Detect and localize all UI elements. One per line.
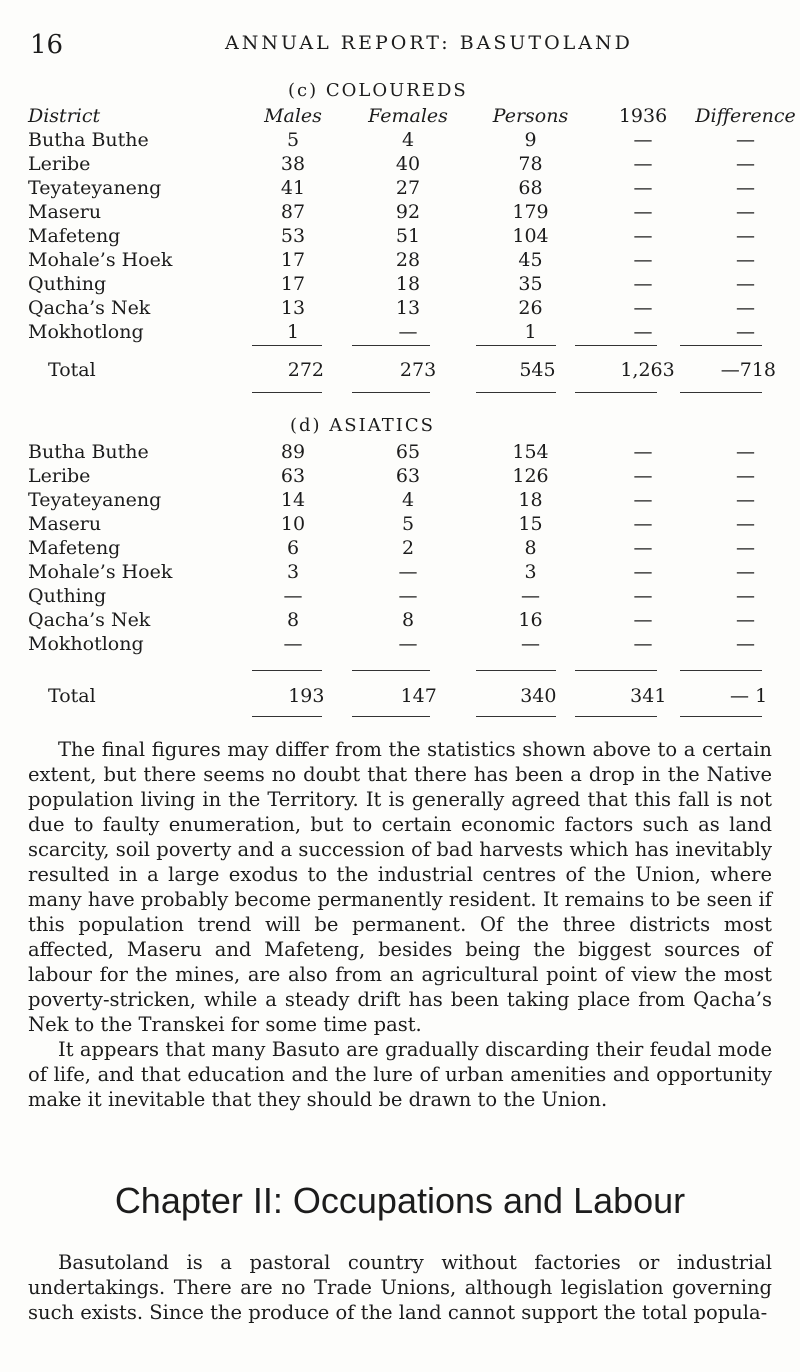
chapter-title: Chapter II: Occupations and Labour	[114, 1180, 686, 1221]
cell-y1936: —	[633, 441, 653, 463]
table-row	[28, 440, 798, 464]
total-rules-c	[0, 392, 800, 394]
cell-difference: —	[736, 537, 755, 559]
cell-persons: 9	[524, 129, 537, 151]
table-row	[28, 128, 798, 152]
cell-district: Butha Buthe	[28, 441, 149, 463]
cell-y1936: —	[633, 129, 653, 151]
cell-difference: —	[736, 249, 755, 271]
cell-y1936: —	[633, 297, 653, 319]
header-1936: 1936	[618, 105, 668, 127]
total-label: Total	[48, 685, 96, 707]
cell-difference: —	[736, 129, 755, 151]
table-row	[28, 536, 798, 560]
cell-persons: 68	[518, 177, 543, 199]
total-persons: 545	[519, 359, 556, 381]
cell-district: Leribe	[28, 153, 91, 175]
cell-females: 27	[395, 177, 421, 199]
subtotal-rules-d	[0, 670, 800, 672]
cell-y1936: —	[633, 249, 653, 271]
table-header-row	[28, 104, 798, 128]
cell-persons: 104	[512, 225, 549, 247]
cell-persons: 45	[518, 249, 543, 271]
header-district: District	[28, 105, 101, 127]
cell-persons: 78	[518, 153, 543, 175]
cell-males: 87	[280, 201, 306, 223]
total-row	[28, 358, 800, 382]
cell-females: 2	[401, 537, 415, 559]
cell-district: Mokhotlong	[28, 321, 144, 343]
cell-males: 38	[280, 153, 306, 175]
cell-persons: 126	[512, 465, 549, 487]
cell-difference: —	[736, 585, 755, 607]
total-males: 193	[288, 685, 325, 707]
cell-difference: —	[736, 489, 755, 511]
cell-males: —	[283, 633, 303, 655]
cell-persons: 16	[518, 609, 543, 631]
table-row	[28, 632, 798, 656]
cell-males: 41	[280, 177, 306, 199]
cell-difference: —	[736, 609, 755, 631]
cell-persons: —	[521, 585, 540, 607]
cell-district: Maseru	[28, 513, 102, 535]
cell-y1936: —	[633, 465, 653, 487]
cell-y1936: —	[633, 609, 653, 631]
table-row	[28, 200, 798, 224]
total-females: 147	[400, 685, 437, 707]
subtotal-rules-c	[0, 345, 800, 347]
cell-males: 14	[280, 489, 306, 511]
cell-females: —	[398, 585, 418, 607]
cell-y1936: —	[633, 201, 653, 223]
cell-persons: 18	[518, 489, 543, 511]
body-text	[28, 737, 772, 1112]
total-difference: — 1	[730, 685, 768, 707]
cell-y1936: —	[633, 585, 653, 607]
cell-persons: 179	[512, 201, 549, 223]
total-rules-d	[0, 716, 800, 718]
table-row	[28, 296, 798, 320]
cell-difference: —	[736, 561, 755, 583]
paragraph: It appears that many Basuto are gradually discarding their feudal mode of life, and that education and the lure of urban amenities and opportunity make it inevitable that they should be drawn to the Union.	[28, 1038, 772, 1111]
cell-males: 3	[286, 561, 300, 583]
cell-district: Mokhotlong	[28, 633, 144, 655]
cell-district: Maseru	[28, 201, 102, 223]
chapter-body	[28, 1250, 772, 1325]
asiatics-table	[28, 440, 798, 656]
cell-difference: —	[736, 273, 755, 295]
cell-males: 53	[280, 225, 306, 247]
cell-y1936: —	[633, 177, 653, 199]
table-row	[28, 608, 798, 632]
header-females: Females	[368, 105, 448, 127]
total-females: 273	[399, 359, 437, 381]
cell-district: Qacha’s Nek	[28, 297, 151, 319]
cell-males: 13	[280, 297, 306, 319]
cell-district: Qacha’s Nek	[28, 609, 151, 631]
cell-persons: —	[521, 633, 540, 655]
cell-males: 5	[286, 129, 300, 151]
cell-difference: —	[736, 201, 755, 223]
cell-females: 51	[395, 225, 421, 247]
cell-y1936: —	[633, 633, 653, 655]
cell-males: 63	[280, 465, 306, 487]
header-persons: Persons	[492, 105, 569, 127]
cell-females: 4	[401, 129, 415, 151]
table-row	[28, 512, 798, 536]
running-head: ANNUAL REPORT: BASUTOLAND	[225, 32, 633, 54]
cell-males: —	[283, 585, 303, 607]
cell-difference: —	[736, 321, 755, 343]
cell-difference: —	[736, 153, 755, 175]
total-difference: —718	[720, 359, 776, 381]
cell-males: 17	[280, 249, 306, 271]
cell-district: Quthing	[28, 585, 107, 607]
cell-females: 4	[401, 489, 415, 511]
cell-persons: 35	[518, 273, 543, 295]
cell-persons: 8	[524, 537, 537, 559]
table-row	[28, 464, 798, 488]
cell-district: Mafeteng	[28, 537, 121, 559]
cell-females: 5	[401, 513, 415, 535]
cell-persons: 15	[518, 513, 543, 535]
table-row	[28, 584, 798, 608]
cell-females: 40	[395, 153, 421, 175]
cell-y1936: —	[633, 273, 653, 295]
total-row	[28, 684, 800, 708]
cell-persons: 3	[524, 561, 537, 583]
cell-difference: —	[736, 465, 755, 487]
cell-y1936: —	[633, 321, 653, 343]
total-label: Total	[48, 359, 96, 381]
cell-females: 13	[395, 297, 421, 319]
cell-males: 89	[280, 441, 306, 463]
cell-y1936: —	[633, 153, 653, 175]
page-number: 16	[30, 30, 64, 60]
section-d-title: (d) ASIATICS	[290, 415, 435, 436]
cell-district: Teyateyaneng	[28, 177, 162, 199]
cell-y1936: —	[633, 225, 653, 247]
cell-district: Mohale’s Hoek	[28, 561, 173, 583]
paragraph: The final figures may differ from the statistics shown above to a certain extent, but there seems no doubt that there has been a drop in the Native population living in the Territory. It is generally agreed that this fall is not due to faulty enumeration, but to certain economic factors such as land scarcity, soil poverty and a succession of bad harvests which has inevitably resulted in a large exodus to the industrial centres of the Union, where many have probably become permanently resident. It remains to be seen if this population trend will be permanent. Of the three districts most affected, Maseru and Mafeteng, besides being the biggest sources of labour for the mines, are also from an agricultural point of view the most poverty-stricken, while a steady drift has been taking place from Qacha’s Nek to the Transkei for some time past.	[28, 738, 772, 1036]
paragraph: Basutoland is a pastoral country without factories or industrial undertakings. There are no Trade Unions, although legislation governing such exists. Since the produce of the land cannot support the total popula-	[28, 1251, 772, 1324]
total-y1936: 341	[630, 685, 667, 707]
cell-males: 6	[286, 537, 300, 559]
cell-district: Butha Buthe	[28, 129, 149, 151]
total-males: 272	[287, 359, 324, 381]
cell-difference: —	[736, 633, 755, 655]
cell-difference: —	[736, 177, 755, 199]
table-row	[28, 152, 798, 176]
table-row	[28, 248, 798, 272]
cell-males: 1	[286, 321, 300, 343]
cell-y1936: —	[633, 537, 653, 559]
cell-district: Quthing	[28, 273, 107, 295]
cell-females: 65	[395, 441, 421, 463]
table-row	[28, 224, 798, 248]
table-row	[28, 488, 798, 512]
asiatics-total-table	[28, 684, 800, 708]
cell-males: 8	[286, 609, 300, 631]
cell-district: Mohale’s Hoek	[28, 249, 173, 271]
cell-difference: —	[736, 513, 755, 535]
cell-females: 28	[395, 249, 421, 271]
header-males: Males	[264, 105, 322, 127]
cell-difference: —	[736, 441, 755, 463]
table-row	[28, 320, 798, 344]
section-c-title: (c) COLOUREDS	[288, 80, 468, 101]
cell-persons: 154	[512, 441, 549, 463]
cell-females: —	[398, 633, 418, 655]
coloureds-table	[28, 104, 798, 344]
cell-y1936: —	[633, 489, 653, 511]
table-row	[28, 176, 798, 200]
page-header	[0, 0, 800, 70]
cell-difference: —	[736, 297, 755, 319]
total-y1936: 1,263	[620, 359, 675, 381]
total-persons: 340	[520, 685, 557, 707]
cell-y1936: —	[633, 561, 653, 583]
cell-males: 10	[280, 513, 306, 535]
cell-persons: 26	[518, 297, 543, 319]
coloureds-total-table	[28, 358, 800, 382]
cell-y1936: —	[633, 513, 653, 535]
cell-females: 8	[401, 609, 415, 631]
cell-persons: 1	[524, 321, 537, 343]
cell-females: 63	[395, 465, 421, 487]
cell-district: Mafeteng	[28, 225, 121, 247]
cell-females: —	[398, 321, 418, 343]
cell-females: —	[398, 561, 418, 583]
table-row	[28, 560, 798, 584]
cell-district: Teyateyaneng	[28, 489, 162, 511]
cell-males: 17	[280, 273, 306, 295]
cell-females: 18	[395, 273, 421, 295]
header-difference: Difference	[695, 105, 796, 127]
cell-females: 92	[395, 201, 421, 223]
table-row	[28, 272, 798, 296]
cell-difference: —	[736, 225, 755, 247]
cell-district: Leribe	[28, 465, 91, 487]
